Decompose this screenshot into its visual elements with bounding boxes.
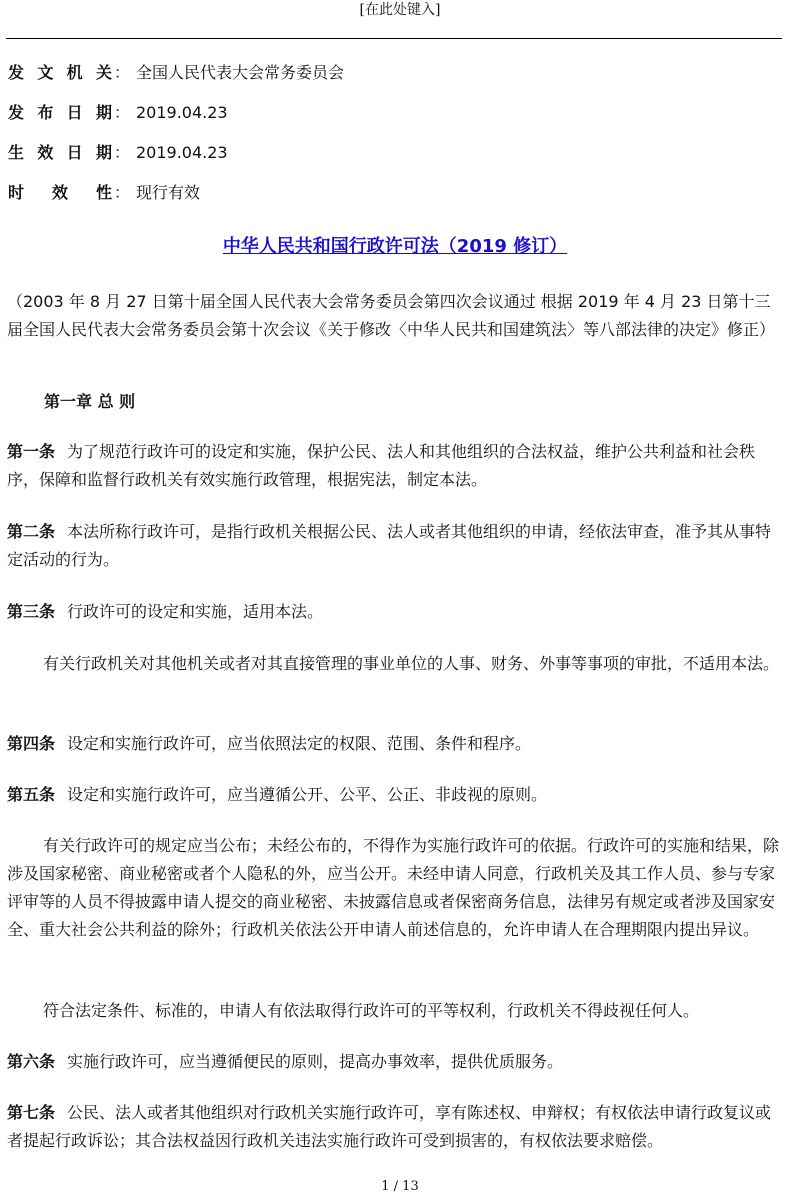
article-text: 设定和实施行政许可，应当依照法定的权限、范围、条件和程序。: [67, 734, 532, 753]
article-2: [7, 518, 784, 574]
meta-key: 生效日期: [8, 143, 112, 162]
article-label: 第六条: [7, 1052, 56, 1071]
article-5-paragraph-3: 符合法定条件、标准的，申请人有依法取得行政许可的平等权利，行政机关不得歧视任何人。: [43, 1001, 700, 1020]
article-text: 设定和实施行政许可，应当遵循公开、公平、公正、非歧视的原则。: [67, 785, 548, 804]
meta-value: 全国人民代表大会常务委员会: [136, 63, 345, 82]
meta-key: 发布日期: [8, 103, 112, 122]
article-5: [7, 781, 784, 809]
article-text: 为了规范行政许可的设定和实施，保护公民、法人和其他组织的合法权益，维护公共利益和社会秩序，保障和监督行政机关有效实施行政管理，根据宪法，制定本法。: [7, 442, 756, 489]
article-3: [7, 598, 784, 626]
article-5-paragraph-2: 有关行政许可的规定应当公布；未经公布的，不得作为实施行政许可的依据。行政许可的实施和结果，除涉及国家秘密、商业秘密或者个人隐私的外，应当公开。未经申请人同意，行政机关及其工作人员、参与专家评审等的人员不得披露申请人提交的商业秘密、未披露信息或者保密商务信息，法律另有规定或者涉及国家安全、重大社会公共利益的除外；行政机关依法公开申请人前述信息的，允许申请人在合理期限内提出异议。: [7, 836, 780, 939]
meta-value: 2019.04.23: [136, 143, 228, 162]
article-4: [7, 730, 784, 758]
page-header: [在此处键入]: [359, 2, 441, 18]
article-text: 本法所称行政许可，是指行政机关根据公民、法人或者其他组织的申请，经依法审查，准予其从事特定活动的行为。: [7, 522, 772, 569]
meta-row-issuer: [8, 62, 778, 84]
article-label: 第五条: [7, 785, 56, 804]
law-title-link[interactable]: 中华人民共和国行政许可法（2019 修订）: [222, 236, 568, 257]
article-label: 第一条: [7, 442, 56, 461]
article-label: 第七条: [7, 1103, 56, 1122]
meta-key: 时效性: [8, 183, 112, 202]
article-text: 行政许可的设定和实施，适用本法。: [67, 602, 324, 621]
article-label: 第三条: [7, 602, 56, 621]
meta-sep: ：: [114, 183, 131, 202]
article-6: [7, 1048, 784, 1076]
meta-key: 发文机关: [8, 63, 112, 82]
page-number: 1 / 13: [381, 1179, 419, 1194]
article-7: [7, 1099, 784, 1155]
meta-sep: ：: [114, 103, 131, 122]
article-1: [7, 438, 784, 494]
meta-value: 2019.04.23: [136, 103, 228, 122]
meta-row-publish-date: [8, 102, 778, 124]
meta-sep: ：: [114, 63, 131, 82]
article-text: 公民、法人或者其他组织对行政机关实施行政许可，享有陈述权、申辩权；有权依法申请行政复议或者提起行政诉讼；其合法权益因行政机关违法实施行政许可受到损害的，有权依法要求赔偿。: [7, 1103, 772, 1150]
article-label: 第四条: [7, 734, 56, 753]
article-text: 实施行政许可，应当遵循便民的原则，提高办事效率，提供优质服务。: [67, 1052, 564, 1071]
article-label: 第二条: [7, 522, 56, 541]
chapter-heading: 第一章 总 则: [44, 392, 136, 411]
meta-value: 现行有效: [136, 183, 201, 202]
header-rule: [6, 38, 782, 39]
meta-sep: ：: [114, 143, 131, 162]
meta-row-validity: [8, 182, 778, 204]
meta-row-effective-date: [8, 142, 778, 164]
preamble: （2003 年 8 月 27 日第十届全国人民代表大会常务委员会第四次会议通过 根据 2019 年 4 月 23 日第十三届全国人民代表大会常务委员会第十次会议《关于修改〈中华人民共和国建筑法〉等八部法律的决定》修正）: [7, 292, 776, 339]
article-3-paragraph-2: 有关行政机关对其他机关或者对其直接管理的事业单位的人事、财务、外事等事项的审批，不适用本法。: [43, 654, 780, 673]
